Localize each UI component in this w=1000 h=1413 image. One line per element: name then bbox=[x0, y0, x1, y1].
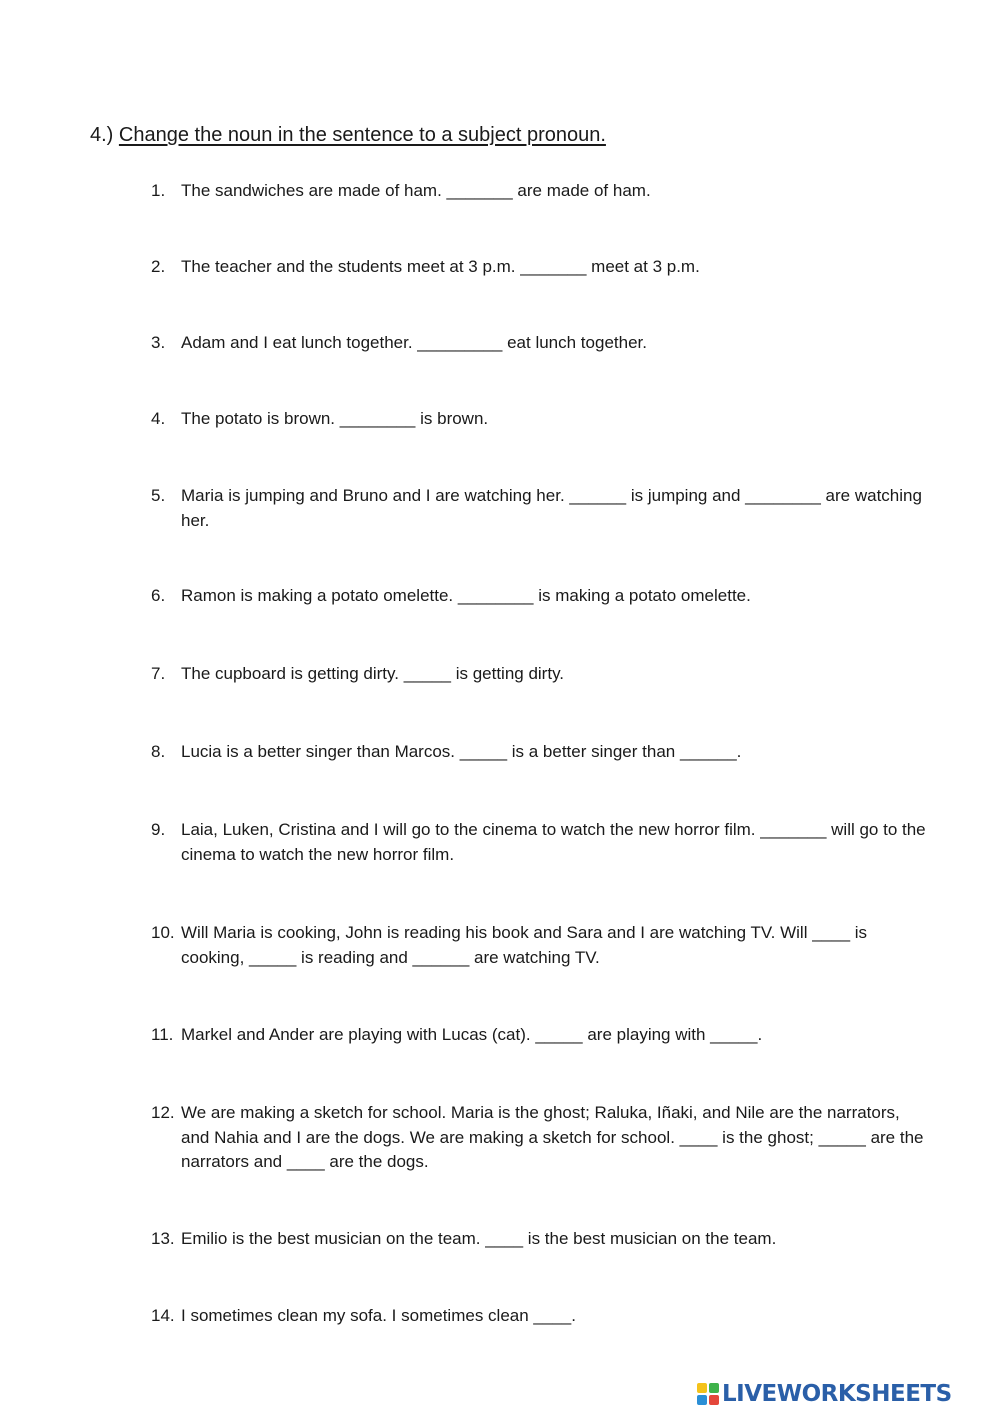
logo-text: LIVEWORKSHEETS bbox=[722, 1381, 952, 1407]
question-text: Will Maria is cooking, John is reading his book and Sara and I are watching TV. Will ____ is cooking, _____ is reading and ______ are watching TV. bbox=[181, 923, 868, 967]
question-number: 9. bbox=[151, 820, 166, 839]
exercise-instruction: Change the noun in the sentence to a subject pronoun. bbox=[118, 124, 606, 146]
question-number: 10. bbox=[151, 923, 175, 942]
question-number: 12. bbox=[151, 1103, 175, 1122]
question-item bbox=[151, 921, 926, 970]
question-number: 14. bbox=[151, 1306, 175, 1325]
question-item bbox=[151, 255, 926, 280]
question-item bbox=[151, 584, 926, 609]
question-number: 2. bbox=[151, 257, 166, 276]
question-item bbox=[151, 1304, 926, 1329]
question-item bbox=[151, 818, 926, 867]
question-item bbox=[151, 1101, 926, 1175]
question-item bbox=[151, 662, 926, 687]
question-item bbox=[151, 740, 926, 765]
exercise-heading bbox=[90, 121, 606, 149]
question-text: The cupboard is getting dirty. _____ is getting dirty. bbox=[181, 664, 565, 683]
exercise-number: 4.) bbox=[90, 124, 114, 146]
question-text: We are making a sketch for school. Maria is the ghost; Raluka, Iñaki, and Nile are the narrators, and Nahia and I are the dogs. We are making a sketch for school. ____ is the ghost; _____ are the narrators and ____ are the dogs. bbox=[181, 1103, 924, 1171]
question-number: 7. bbox=[151, 664, 166, 683]
question-number: 6. bbox=[151, 586, 166, 605]
question-text: The sandwiches are made of ham. _______ are made of ham. bbox=[181, 181, 651, 200]
question-text: The potato is brown. ________ is brown. bbox=[181, 409, 489, 428]
question-number: 13. bbox=[151, 1229, 175, 1248]
question-text: I sometimes clean my sofa. I sometimes clean ____. bbox=[181, 1306, 576, 1325]
question-number: 3. bbox=[151, 333, 166, 352]
question-number: 4. bbox=[151, 409, 166, 428]
question-text: The teacher and the students meet at 3 p.m. _______ meet at 3 p.m. bbox=[181, 257, 700, 276]
question-text: Adam and I eat lunch together. _________ eat lunch together. bbox=[181, 333, 647, 352]
question-text: Emilio is the best musician on the team. ____ is the best musician on the team. bbox=[181, 1229, 777, 1248]
question-number: 5. bbox=[151, 486, 166, 505]
question-text: Maria is jumping and Bruno and I are watching her. ______ is jumping and ________ are watching her. bbox=[181, 486, 922, 530]
question-text: Markel and Ander are playing with Lucas (cat). _____ are playing with _____. bbox=[181, 1025, 763, 1044]
question-item bbox=[151, 331, 926, 356]
question-number: 8. bbox=[151, 742, 166, 761]
question-text: Lucia is a better singer than Marcos. _____ is a better singer than ______. bbox=[181, 742, 742, 761]
question-number: 11. bbox=[151, 1025, 174, 1044]
question-text: Laia, Luken, Cristina and I will go to the cinema to watch the new horror film. _______ will go to the cinema to watch the new horror film. bbox=[181, 820, 926, 864]
question-item bbox=[151, 407, 926, 432]
question-text: Ramon is making a potato omelette. ________ is making a potato omelette. bbox=[181, 586, 751, 605]
question-number: 1. bbox=[151, 181, 166, 200]
liveworksheets-logo bbox=[697, 1378, 952, 1410]
question-item bbox=[151, 1023, 926, 1048]
question-item bbox=[151, 484, 926, 533]
liveworksheets-logo-icon bbox=[697, 1383, 719, 1405]
question-item bbox=[151, 179, 926, 204]
question-item bbox=[151, 1227, 926, 1252]
